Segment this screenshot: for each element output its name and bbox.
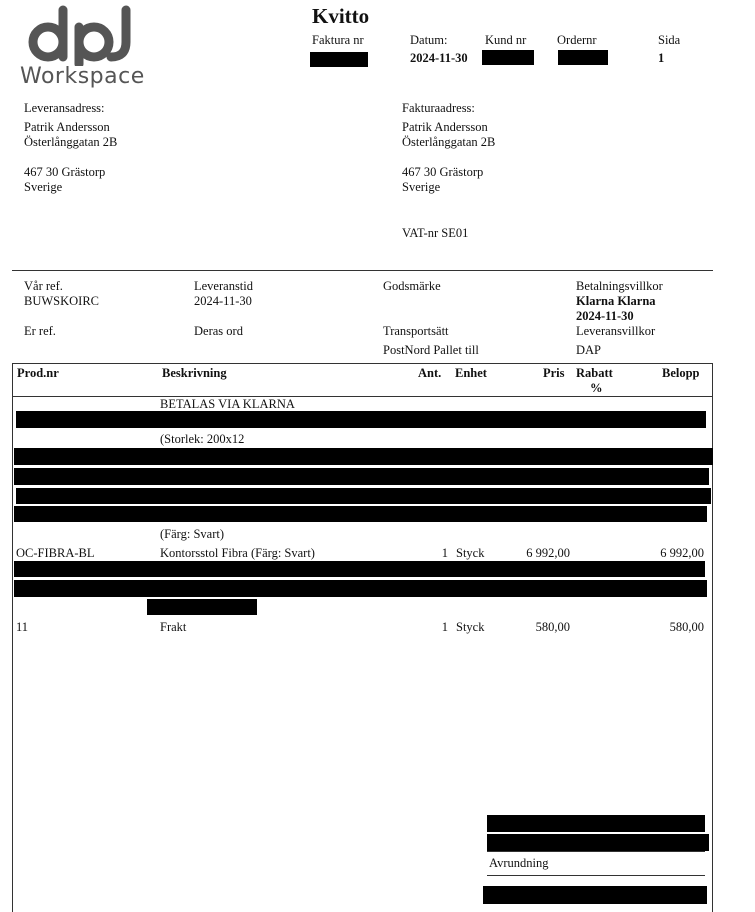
billing-label: Fakturaadress: (402, 101, 475, 115)
redaction-line (487, 815, 705, 832)
datum-label: Datum: (410, 33, 448, 47)
delivery-name: Patrik Andersson (24, 120, 110, 134)
avrundning-label: Avrundning (489, 856, 549, 870)
document-title: Kvitto (312, 4, 370, 28)
leveransvillkor-value: DAP (576, 343, 602, 357)
table-right-line (712, 363, 713, 912)
redaction-line (14, 506, 707, 522)
table-top-line (12, 363, 713, 364)
redaction-line (483, 886, 707, 904)
betalningsvillkor-value: Klarna Klarna (576, 294, 656, 308)
deras-ord-label: Deras ord (194, 324, 243, 338)
table-header-line (12, 396, 713, 397)
payment-note: BETALAS VIA KLARNA (160, 397, 295, 411)
sida-value: 1 (658, 51, 665, 65)
delivery-label: Leveransadress: (24, 101, 105, 115)
header-pris: Pris (543, 366, 565, 380)
betalningsvillkor-label: Betalningsvillkor (576, 279, 663, 293)
delivery-postal: 467 30 Grästorp (24, 165, 106, 179)
header-ant: Ant. (418, 366, 442, 380)
logo (22, 4, 152, 90)
header-beskrivning: Beskrivning (162, 366, 227, 380)
redaction-line (14, 468, 709, 485)
leveransvillkor-label: Leveransvillkor (576, 324, 656, 338)
betalningsvillkor-date: 2024-11-30 (576, 309, 634, 323)
row-ant: 1 (441, 620, 448, 634)
sida-label: Sida (658, 33, 681, 47)
row-enhet: Styck (456, 620, 485, 634)
redaction-line (14, 580, 707, 597)
totals-divider (487, 851, 705, 852)
delivery-country: Sverige (24, 180, 63, 194)
transportsatt-value: PostNord Pallet till (383, 343, 479, 357)
transportsatt-label: Transportsätt (383, 324, 449, 338)
godsmarke-label: Godsmärke (383, 279, 441, 293)
row-pris: 6 992,00 (526, 546, 570, 560)
info-divider (12, 270, 713, 271)
ordernr-label: Ordernr (557, 33, 597, 47)
redaction-line (14, 561, 705, 577)
row-belopp: 580,00 (669, 620, 704, 634)
billing-street: Österlånggatan 2B (402, 135, 496, 149)
row-pris: 580,00 (535, 620, 570, 634)
delivery-street: Österlånggatan 2B (24, 135, 118, 149)
leveranstid-label: Leveranstid (194, 279, 254, 293)
billing-name: Patrik Andersson (402, 120, 488, 134)
redaction-line (487, 834, 709, 851)
billing-country: Sverige (402, 180, 441, 194)
header-belopp: Belopp (662, 366, 700, 380)
faktura-nr-label: Faktura nr (312, 33, 364, 47)
redaction-line (16, 488, 711, 504)
row-enhet: Styck (456, 546, 485, 560)
header-enhet: Enhet (455, 366, 487, 380)
redaction-line (16, 411, 706, 428)
billing-vat: VAT-nr SE01 (402, 226, 469, 240)
totals-divider (487, 875, 705, 876)
row-prodnr: 11 (16, 620, 29, 634)
billing-postal: 467 30 Grästorp (402, 165, 484, 179)
dpj-logo-icon (26, 4, 146, 66)
ordernr-redaction (558, 50, 608, 65)
row-ant: 1 (441, 546, 448, 560)
header-rabatt: Rabatt (576, 366, 613, 380)
storlek-note: (Storlek: 200x12 (160, 432, 245, 446)
farg-note: (Färg: Svart) (160, 527, 224, 541)
row-prodnr: OC-FIBRA-BL (16, 546, 95, 560)
faktura-nr-redaction (310, 52, 368, 67)
var-ref-value: BUWSKOIRC (24, 294, 100, 308)
table-left-line (12, 363, 13, 912)
var-ref-label: Vår ref. (24, 279, 63, 293)
header-prodnr: Prod.nr (17, 366, 59, 380)
er-ref-label: Er ref. (24, 324, 56, 338)
redaction-block (147, 599, 257, 615)
leveranstid-value: 2024-11-30 (194, 294, 252, 308)
row-beskrivning: Frakt (160, 620, 187, 634)
datum-value: 2024-11-30 (410, 51, 468, 65)
row-beskrivning: Kontorsstol Fibra (Färg: Svart) (160, 546, 315, 560)
kund-nr-redaction (482, 50, 534, 65)
brand-name: Workspace (20, 64, 145, 89)
header-rabatt-unit: % (590, 381, 603, 395)
redaction-line (14, 448, 713, 465)
row-belopp: 6 992,00 (660, 546, 704, 560)
kund-nr-label: Kund nr (485, 33, 527, 47)
